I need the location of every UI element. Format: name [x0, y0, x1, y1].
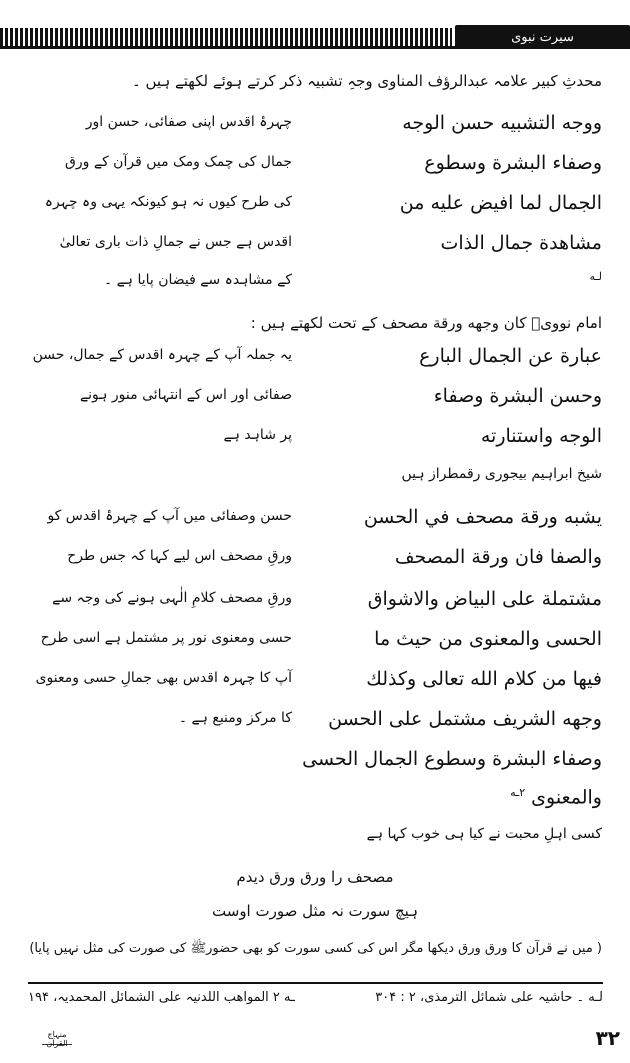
- passage3-row-2: [22, 546, 602, 576]
- footnotes: [28, 990, 603, 1014]
- footnote-mark: ۲ـه: [510, 786, 526, 799]
- passage3-tail-1: وصفاء البشرة وسطوع الجمال الحسى: [302, 748, 602, 770]
- verse-translation: ( میں نے قرآن کا ورق ورق دیکھا مگر اس کی کسی سورت کو بھی حضورﷺ کی صورت کی مثل نہیں پایا): [29, 941, 602, 956]
- urdu-translation: کا مرکز ومنبع ہے ۔: [178, 710, 292, 726]
- poet-intro: کسی اہلِ محبت نے کیا ہی خوب کہا ہے: [366, 826, 602, 842]
- passage3-tail-2: [302, 786, 602, 808]
- urdu-translation: پر شاہد ہے: [223, 427, 292, 443]
- arabic-text: فيها من كلام الله تعالى وكذلك: [366, 668, 602, 690]
- arabic-text: مشتملة على البياض والاشواق: [367, 588, 602, 610]
- passage2-row-1: [22, 345, 602, 375]
- passage2-row-3: [22, 425, 602, 455]
- urdu-translation: کی طرح کیوں نہ ہو کیونکہ یہی وہ چہرہ: [44, 194, 292, 210]
- urdu-translation: آپ کا چہرہ اقدس بھی جمالِ حسی ومعنوی: [35, 670, 292, 686]
- passage1-row-5: [22, 270, 602, 300]
- urdu-translation: صفائی اور اس کے انتہائی منور ہونے: [79, 387, 292, 403]
- intro-line: محدثِ کبیر علامہ عبدالرؤف المناوی وجہِ تشبیہ ذکر کرتے ہوئے لکھتے ہیں ۔: [131, 72, 602, 90]
- urdu-translation: یہ جملہ آپ کے چہرہ اقدس کے جمال، حسن: [32, 347, 292, 363]
- urdu-translation: اقدس ہے جس نے جمالِ ذات باری تعالیٰ: [59, 234, 292, 250]
- running-head: سیرت نبوی: [455, 25, 630, 49]
- passage3-row-3: [22, 588, 602, 618]
- arabic-text: الحسى والمعنوى من حيث ما: [374, 628, 602, 650]
- urdu-translation: کے مشاہدہ سے فیضان پایا ہے ۔: [103, 272, 292, 288]
- arabic-text: الوجه واستنارته: [480, 425, 602, 447]
- arabic-text: وحسن البشرة وصفاء: [433, 385, 602, 407]
- arabic-text: وجهه الشريف مشتمل على الحسن: [328, 708, 602, 730]
- passage3-row-4: [22, 628, 602, 658]
- arabic-text: والصفا فان ورقة المصحف: [394, 546, 602, 568]
- passage1-row-3: [22, 192, 602, 222]
- passage3-row-1: [22, 506, 602, 536]
- arabic-text: يشبه ورقة مصحف في الحسن: [363, 506, 602, 528]
- heading-bajuri: شیخ ابراہیم بیجوری رقمطراز ہیں: [401, 466, 602, 482]
- footnote-2: ـه ۲ المواهب اللدنیہ علی الشمائل المحمدیہ، ۱۹۴: [28, 990, 295, 1005]
- arabic-text: عبارة عن الجمال البارع: [419, 345, 602, 367]
- passage1-row-4: [22, 232, 602, 262]
- page-number: ۳۲: [595, 1026, 620, 1050]
- arabic-text: ووجه التشبيه حسن الوجه: [402, 112, 602, 134]
- arabic-text: والمعنوى: [531, 786, 602, 809]
- verse-line-2: ہیچ سورت نہ مثل صورت اوست: [212, 902, 418, 920]
- urdu-translation: جمال کی چمک ومک میں قرآن کے ورق: [65, 154, 292, 170]
- heading-nawawi: امام نوویؒ کان وجهه ورقة مصحف کے تحت لکھتے ہیں :: [250, 314, 602, 332]
- urdu-translation: ورقِ مصحف کلامِ الٰہی ہونے کی وجہ سے: [52, 590, 292, 606]
- passage1-row-2: [22, 152, 602, 182]
- publisher-logo: منہاج القرآن: [42, 1030, 72, 1045]
- footnote-divider: [28, 982, 603, 984]
- passage3-row-5: [22, 668, 602, 698]
- arabic-text: مشاهدة جمال الذات: [440, 232, 602, 254]
- footnote-1: لـه ۔ حاشیہ علی شمائل الترمذی، ۲ : ۳۰۴: [375, 990, 603, 1005]
- verse-line-1: مصحف را ورق ورق دیدم: [236, 868, 394, 886]
- urdu-translation: چہرۂ اقدس اپنی صفائی، حسن اور: [85, 114, 292, 130]
- urdu-translation: ورقِ مصحف اس لیے کہا کہ جس طرح: [67, 548, 292, 564]
- passage1-row-1: [22, 112, 602, 142]
- passage3-row-6: [22, 708, 602, 738]
- footnote-mark: لـه: [589, 270, 602, 283]
- header-pattern-bar: [0, 28, 452, 46]
- urdu-translation: حسن وصفائی میں آپ کے چہرۂ اقدس کو: [47, 508, 292, 524]
- passage2-row-2: [22, 385, 602, 415]
- arabic-text: الجمال لما افيض عليه من: [399, 192, 602, 214]
- urdu-translation: حسی ومعنوی نور پر مشتمل ہے اسی طرح: [40, 630, 292, 646]
- arabic-text: وصفاء البشرة وسطوع: [424, 152, 602, 174]
